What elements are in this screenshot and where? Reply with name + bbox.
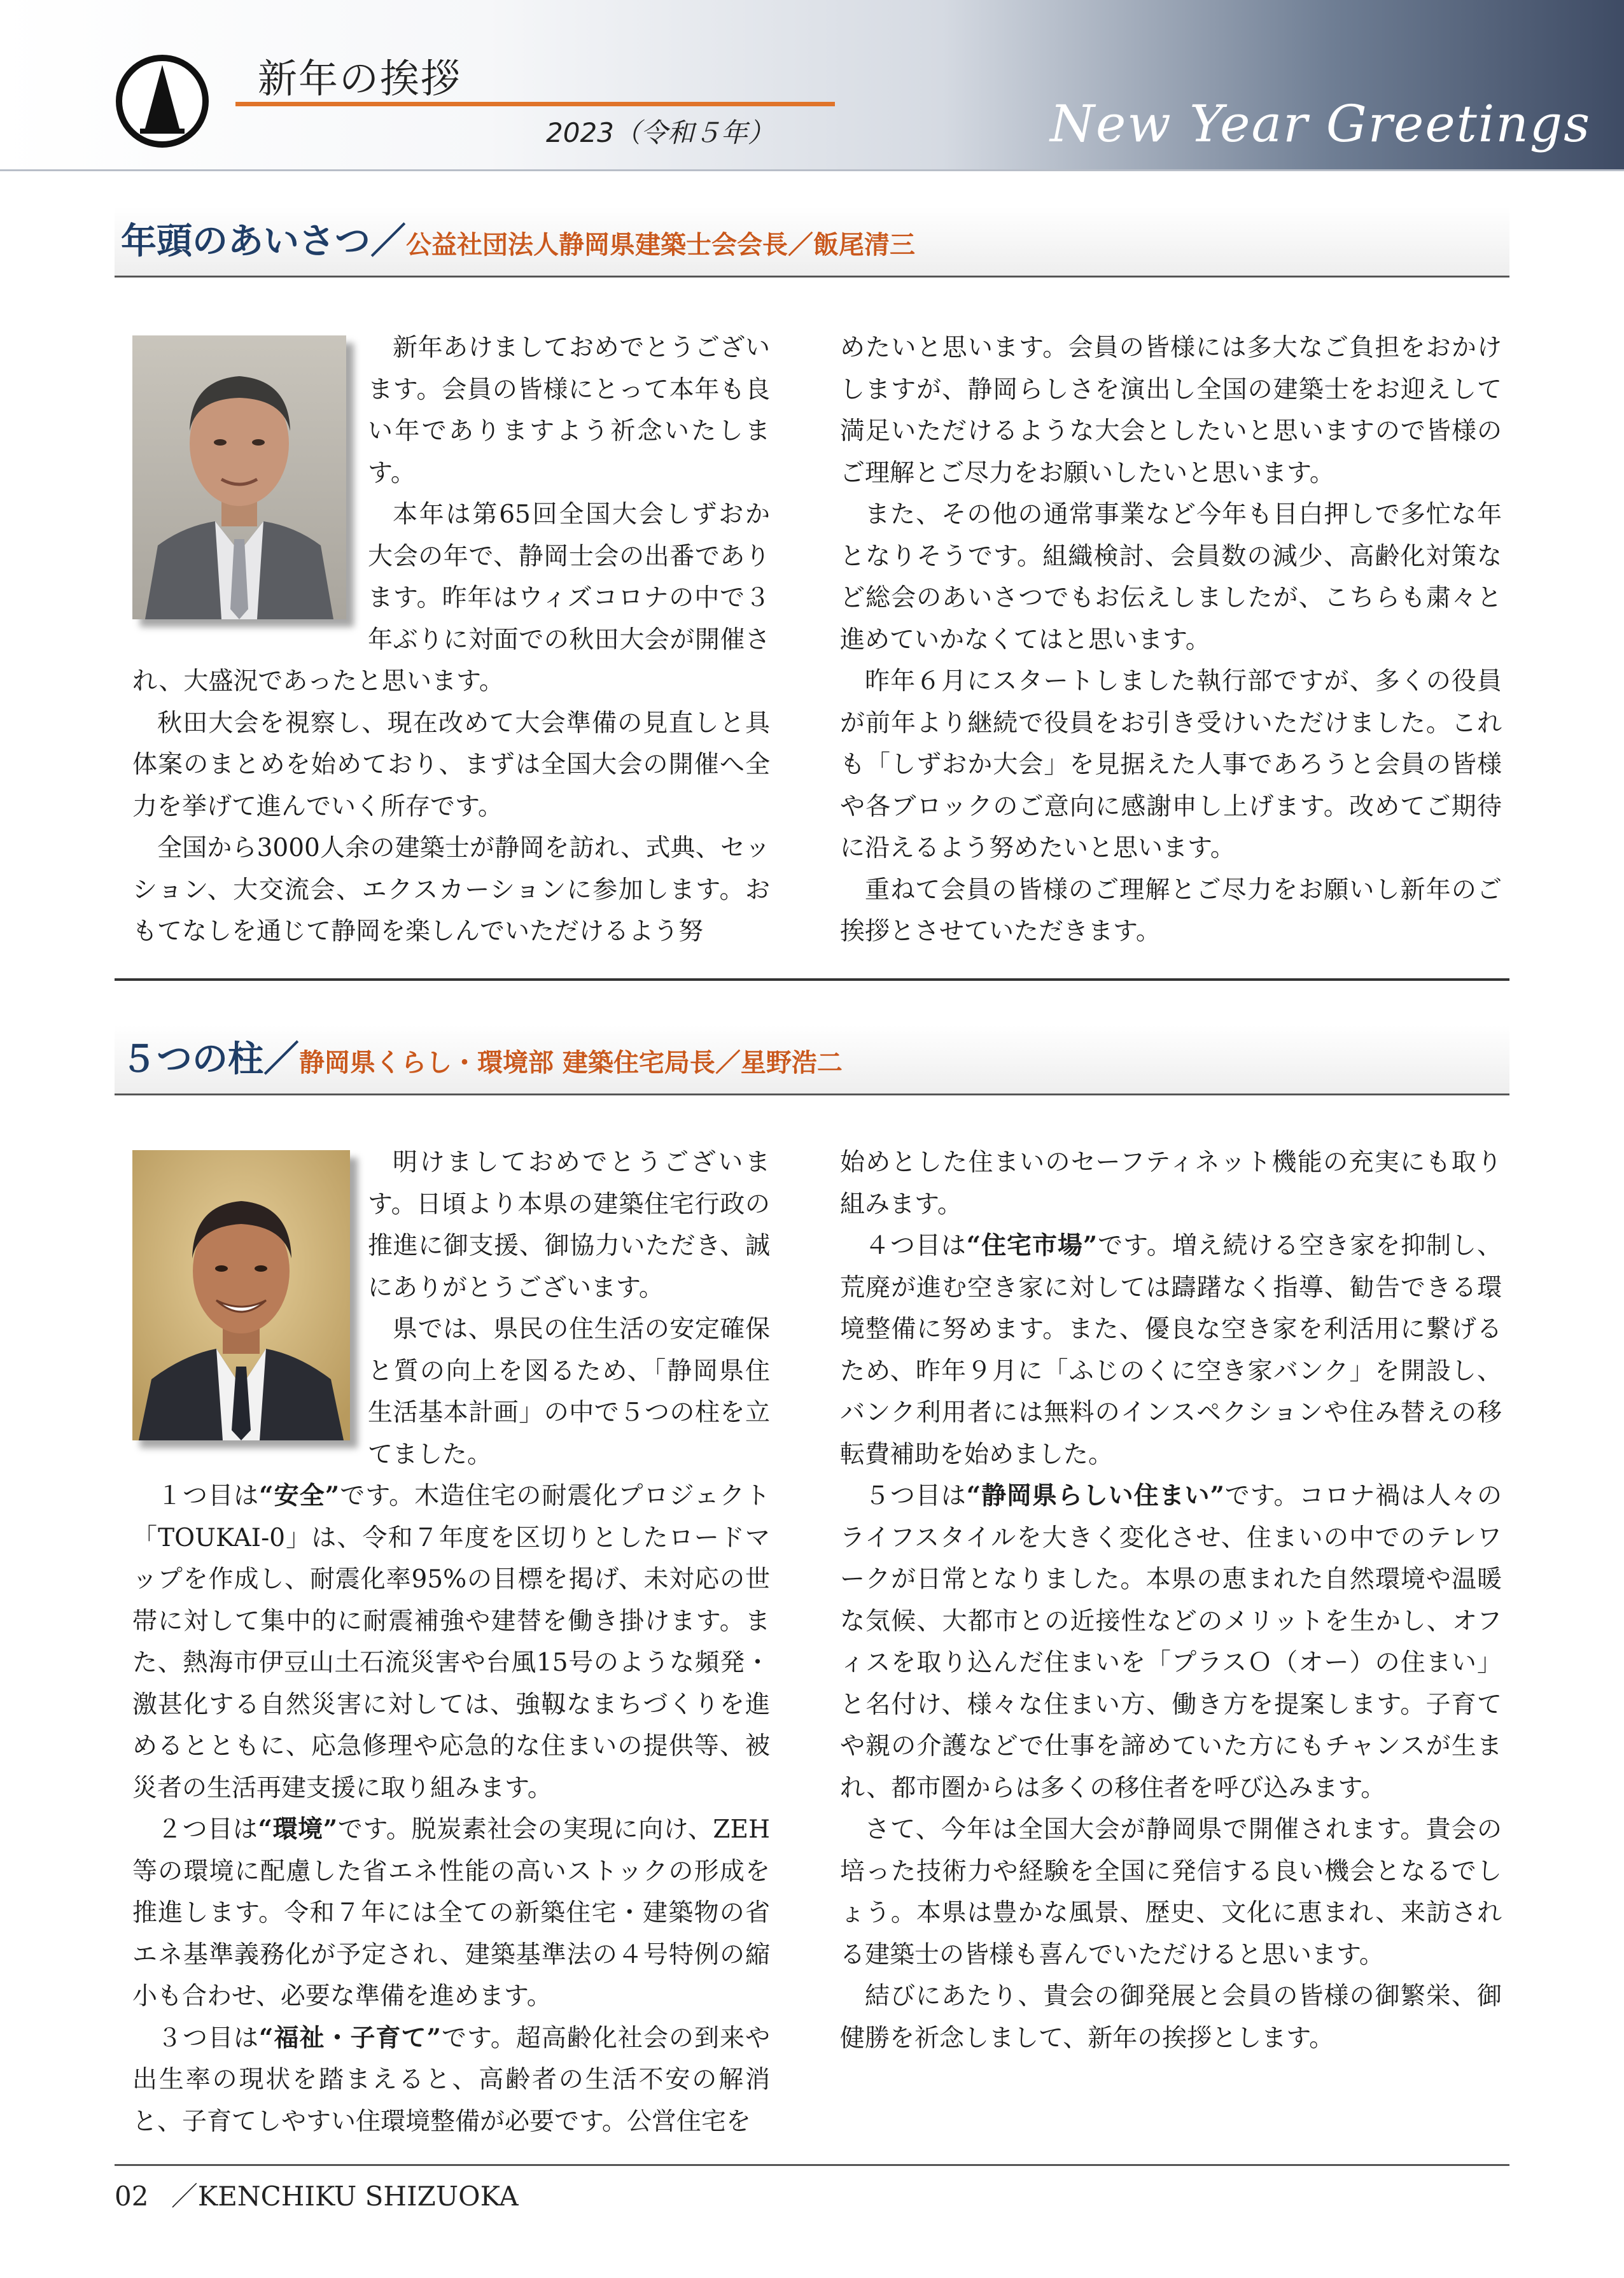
pillar-keyword: “福祉・子育て” <box>259 2023 441 2053</box>
section1-paragraph: また、その他の通常事業など今年も目白押しで多忙な年となりそうです。組織検討、会員数の減少、高齢化対策など総会のあいさつでもお伝えしましたが、こちらも粛々と進めていかなくてはと思います。 <box>840 500 1502 654</box>
paragraph-body: です。脱炭素社会の実現に向け、ZEH等の環境に配慮した省エネ性能の高いストックの形成を推進します。令和７年には全ての新築住宅・建築物の省エネ基準義務化が予定され、建築基準法の４号特例の縮小も合わせ、必要な準備を進めます。 <box>132 1815 770 2011</box>
paragraph-body: です。木造住宅の耐震化プロジェクト「TOUKAI-0」は、令和７年度を区切りとしたロードマップを作成し、耐震化率95%の目標を掲げ、未対応の世帯に対して集中的に耐震補強や建替を働き掛けます。また、熱海市伊豆山土石流災害や台風15号のような頻発・激甚化する自然災害に対しては、強靱なまちづくりを進めるとともに、応急修理や応急的な住まいの提供等、被災者の生活再建支援に取り組みます。 <box>132 1482 770 1803</box>
section2-paragraph: さて、今年は全国大会が静岡県で開催されます。貴会の培った技術力や経験を全国に発信する良い機会となるでしょう。本県は豊かな風景、歴史、文化に恵まれ、来訪される建築士の皆様も喜んでいただけると思います。 <box>840 1815 1502 1969</box>
header-divider <box>0 169 1624 171</box>
pillar-keyword: “住宅市場” <box>966 1231 1098 1260</box>
section2-left-column <box>132 1142 770 2142</box>
page-header-title: 新年の挨拶 <box>258 55 462 102</box>
section1-paragraph: 全国から3000人余の建築士が静岡を訪れ、式典、セッション、大交流会、エクスカーションに参加します。おもてなしを通じて静岡を楽しんでいただけるよう努 <box>132 834 770 946</box>
section2-paragraph <box>132 1475 770 1809</box>
photo-wrap-spacer <box>132 327 368 631</box>
section2-paragraph: 県では、県民の住生活の安定確保と質の向上を図るため、「静岡県住生活基本計画」の中で５つの柱を立てました。 <box>368 1315 770 1469</box>
section2-paragraph <box>840 1225 1502 1475</box>
section1-paragraph: めたいと思います。会員の皆様には多大なご負担をおかけしますが、静岡らしさを演出し全国の建築士をお迎えして満足いただけるような大会としたいと思いますので皆様のご理解とご尽力をお願いしたいと思います。 <box>840 334 1502 488</box>
photo-wrap-spacer <box>132 1142 368 1446</box>
section2-title: ５つの柱 <box>121 1039 263 1080</box>
paragraph-body: です。増え続ける空き家を抑制し、荒廃が進む空き家に対しては躊躇なく指導、勧告できる環境整備に努めます。また、優良な空き家を利活用に繋げるため、昨年９月に「ふじのくに空き家バンク」を開設し、バンク利用者には無料のインスペクションや住み替えの移転費補助を始めました。 <box>840 1232 1502 1469</box>
paragraph-body: です。超高齢化社会の到来や出生率の現状を踏まえると、高齢者の生活不安の解消と、子育てしやすい住環境整備が必要です。公営住宅を <box>132 2023 770 2136</box>
section1-left-column <box>132 327 770 953</box>
paragraph-lead: ４つ目は <box>865 1232 967 1260</box>
header-band <box>0 0 1624 171</box>
section2-paragraph <box>132 1809 770 2018</box>
paragraph-lead: ３つ目は <box>157 2023 260 2053</box>
section1-subtitle: 公益社団法人静岡県建築士会会長／飯尾清三 <box>406 230 915 260</box>
pillar-keyword: “安全” <box>259 1481 340 1510</box>
magazine-name: KENCHIKU SHIZUOKA <box>197 2181 519 2212</box>
section2-heading-bar <box>115 1025 1509 1095</box>
paragraph-lead: １つ目は <box>157 1482 260 1510</box>
page-footer <box>115 2176 519 2214</box>
section2-subtitle: 静岡県くらし・環境部 建築住宅局長／星野浩二 <box>299 1048 843 1078</box>
section2-paragraph <box>840 1475 1502 1809</box>
pillar-keyword: “静岡県らしい住まい” <box>966 1481 1224 1510</box>
paragraph-lead: ２つ目は <box>157 1815 258 1844</box>
section2-heading <box>121 1031 843 1082</box>
section2-paragraph: 結びにあたり、貴会の御発展と会員の皆様の御繁栄、御健勝を祈念しまして、新年の挨拶とします。 <box>840 1982 1502 2053</box>
section1-title: 年頭のあいさつ <box>121 221 370 262</box>
section1-slash: ／ <box>370 221 406 262</box>
section1-right-column <box>840 327 1502 953</box>
pillar-keyword: “環境” <box>258 1815 338 1844</box>
section1-paragraph: 重ねて会員の皆様のご理解とご尽力をお願いし新年のご挨拶とさせていただきます。 <box>840 875 1502 946</box>
section2-paragraph <box>132 2018 770 2143</box>
section1-paragraph: 昨年６月にスタートしました執行部ですが、多くの役員が前年より継続で役員をお引き受けいただけました。これも「しずおか大会」を見据えた人事であろうと会員の皆様や各ブロックのご意向に感謝申し上げます。改めてご期待に沿えるよう努めたいと思います。 <box>840 667 1502 862</box>
header-english-title: New Year Greetings <box>1050 94 1592 153</box>
section1-paragraph: 新年あけましておめでとうございます。会員の皆様にとって本年も良い年でありますよう祈念いたします。 <box>368 334 770 488</box>
section1-heading-bar <box>115 207 1509 278</box>
footer-separator: ／ <box>171 2181 198 2212</box>
paragraph-lead: ５つ目は <box>865 1482 967 1510</box>
section-divider <box>115 978 1509 981</box>
section1-heading <box>121 213 915 264</box>
footer-divider <box>115 2164 1509 2166</box>
section2-slash: ／ <box>263 1039 299 1080</box>
section2-paragraph: 始めとした住まいのセーフティネット機能の充実にも取り組みます。 <box>840 1148 1502 1219</box>
association-logo-icon <box>115 53 210 149</box>
section1-paragraph: 秋田大会を視察し、現在改めて大会準備の見直しと具体案のまとめを始めており、まずは全国大会の開催へ全力を挙げて進んでいく所存です。 <box>132 708 770 821</box>
header-year: 2023（令和５年） <box>546 117 774 148</box>
section2-paragraph: 明けましておめでとうございます。日頃より本県の建築住宅行政の推進に御支援、御協力いただき、誠にありがとうございます。 <box>368 1148 770 1302</box>
section2-right-column <box>840 1142 1502 2059</box>
paragraph-body: です。コロナ禍は人々のライフスタイルを大きく変化させ、住まいの中でのテレワークが日常となりました。本県の恵まれた自然環境や温暖な気候、大都市との近接性などのメリットを生かし、オフィスを取り込んだ住まいを「プラスＯ（オー）の住まい」と名付け、様々な住まい方、働き方を提案します。子育てや親の介護などで仕事を諦めていた方にもチャンスが生まれ、都市圏からは多くの移住者を呼び込みます。 <box>840 1482 1502 1803</box>
page-number: 02 <box>115 2181 149 2212</box>
section1-paragraph: 本年は第65回全国大会しずおか大会の年で、静岡士会の出番であります。昨年はウィズコロナの中で３年ぶりに対面での秋田大会が開催され、大盛況であったと思います。 <box>132 500 770 696</box>
header-accent-rule <box>235 102 835 106</box>
